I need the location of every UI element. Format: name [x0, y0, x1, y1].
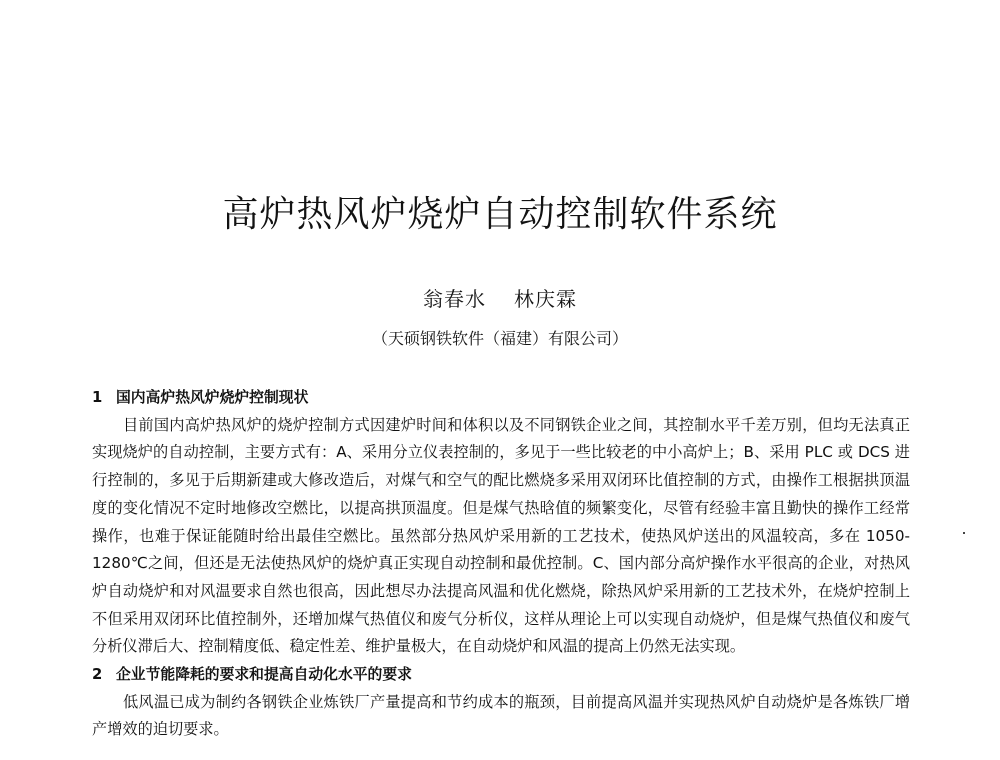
section-number: 2 — [92, 666, 103, 684]
section-number: 1 — [92, 389, 103, 406]
paper-title: 高炉热风炉烧炉自动控制软件系统 — [222, 194, 778, 235]
section-heading-text: 企业节能降耗的要求和提高自动化水平的要求 — [116, 666, 412, 684]
section-heading — [92, 661, 910, 689]
affiliation: （天硕钢铁软件（福建）有限公司） — [371, 329, 628, 348]
author-name: 林庆霖 — [514, 287, 577, 311]
section-heading — [92, 384, 910, 412]
author-name: 翁春水 — [423, 287, 486, 311]
section-heading-text: 国内高炉热风炉烧炉控制现状 — [116, 389, 309, 406]
paper-body — [92, 384, 910, 744]
scan-speck — [963, 532, 965, 534]
section-paragraph: 低风温已成为制约各钢铁企业炼铁厂产量提高和节约成本的瓶颈，目前提高风温并实现热风炉自动烧炉是各炼铁厂增产增效的迫切要求。 — [92, 692, 910, 739]
author-list — [0, 283, 1000, 312]
section-paragraph: 目前国内高炉热风炉的烧炉控制方式因建炉时间和体积以及不同钢铁企业之间，其控制水平千差万别，但均无法真正实现烧炉的自动控制，主要方式有：A、采用分立仪表控制的，多见于一些比较老的中小高炉上；B、采用 PLC 或 DCS 进行控制的，多见于后期新建或大修改造后，对煤气和空气的配比燃烧多采用双闭环比值控制的方式，由操作工根据拱顶温度的变化情况不定时地修改空燃比，以提高拱顶温度。但是煤气热晗值的频繁变化，尽管有经验丰富且勤快的操作工经常操作，也难于保证能随时给出最佳空燃比。虽然部分热风炉采用新的工艺技术，使热风炉送出的风温较高，多在 1050-1280℃之间，但还是无法使热风炉的烧炉真正实现自动控制和最优控制。C、国内部分高炉操作水平很高的企业，对热风炉自动烧炉和对风温要求自然也很高，因此想尽办法提高风温和优化燃烧，除热风炉采用新的工艺技术外，在烧炉控制上不但采用双闭环比值控制外，还增加煤气热值仪和废气分析仪，这样从理论上可以实现自动烧炉，但是煤气热值仪和废气分析仪滞后大、控制精度低、稳定性差、维护量极大，在自动烧炉和风温的提高上仍然无法实现。 — [92, 415, 910, 656]
